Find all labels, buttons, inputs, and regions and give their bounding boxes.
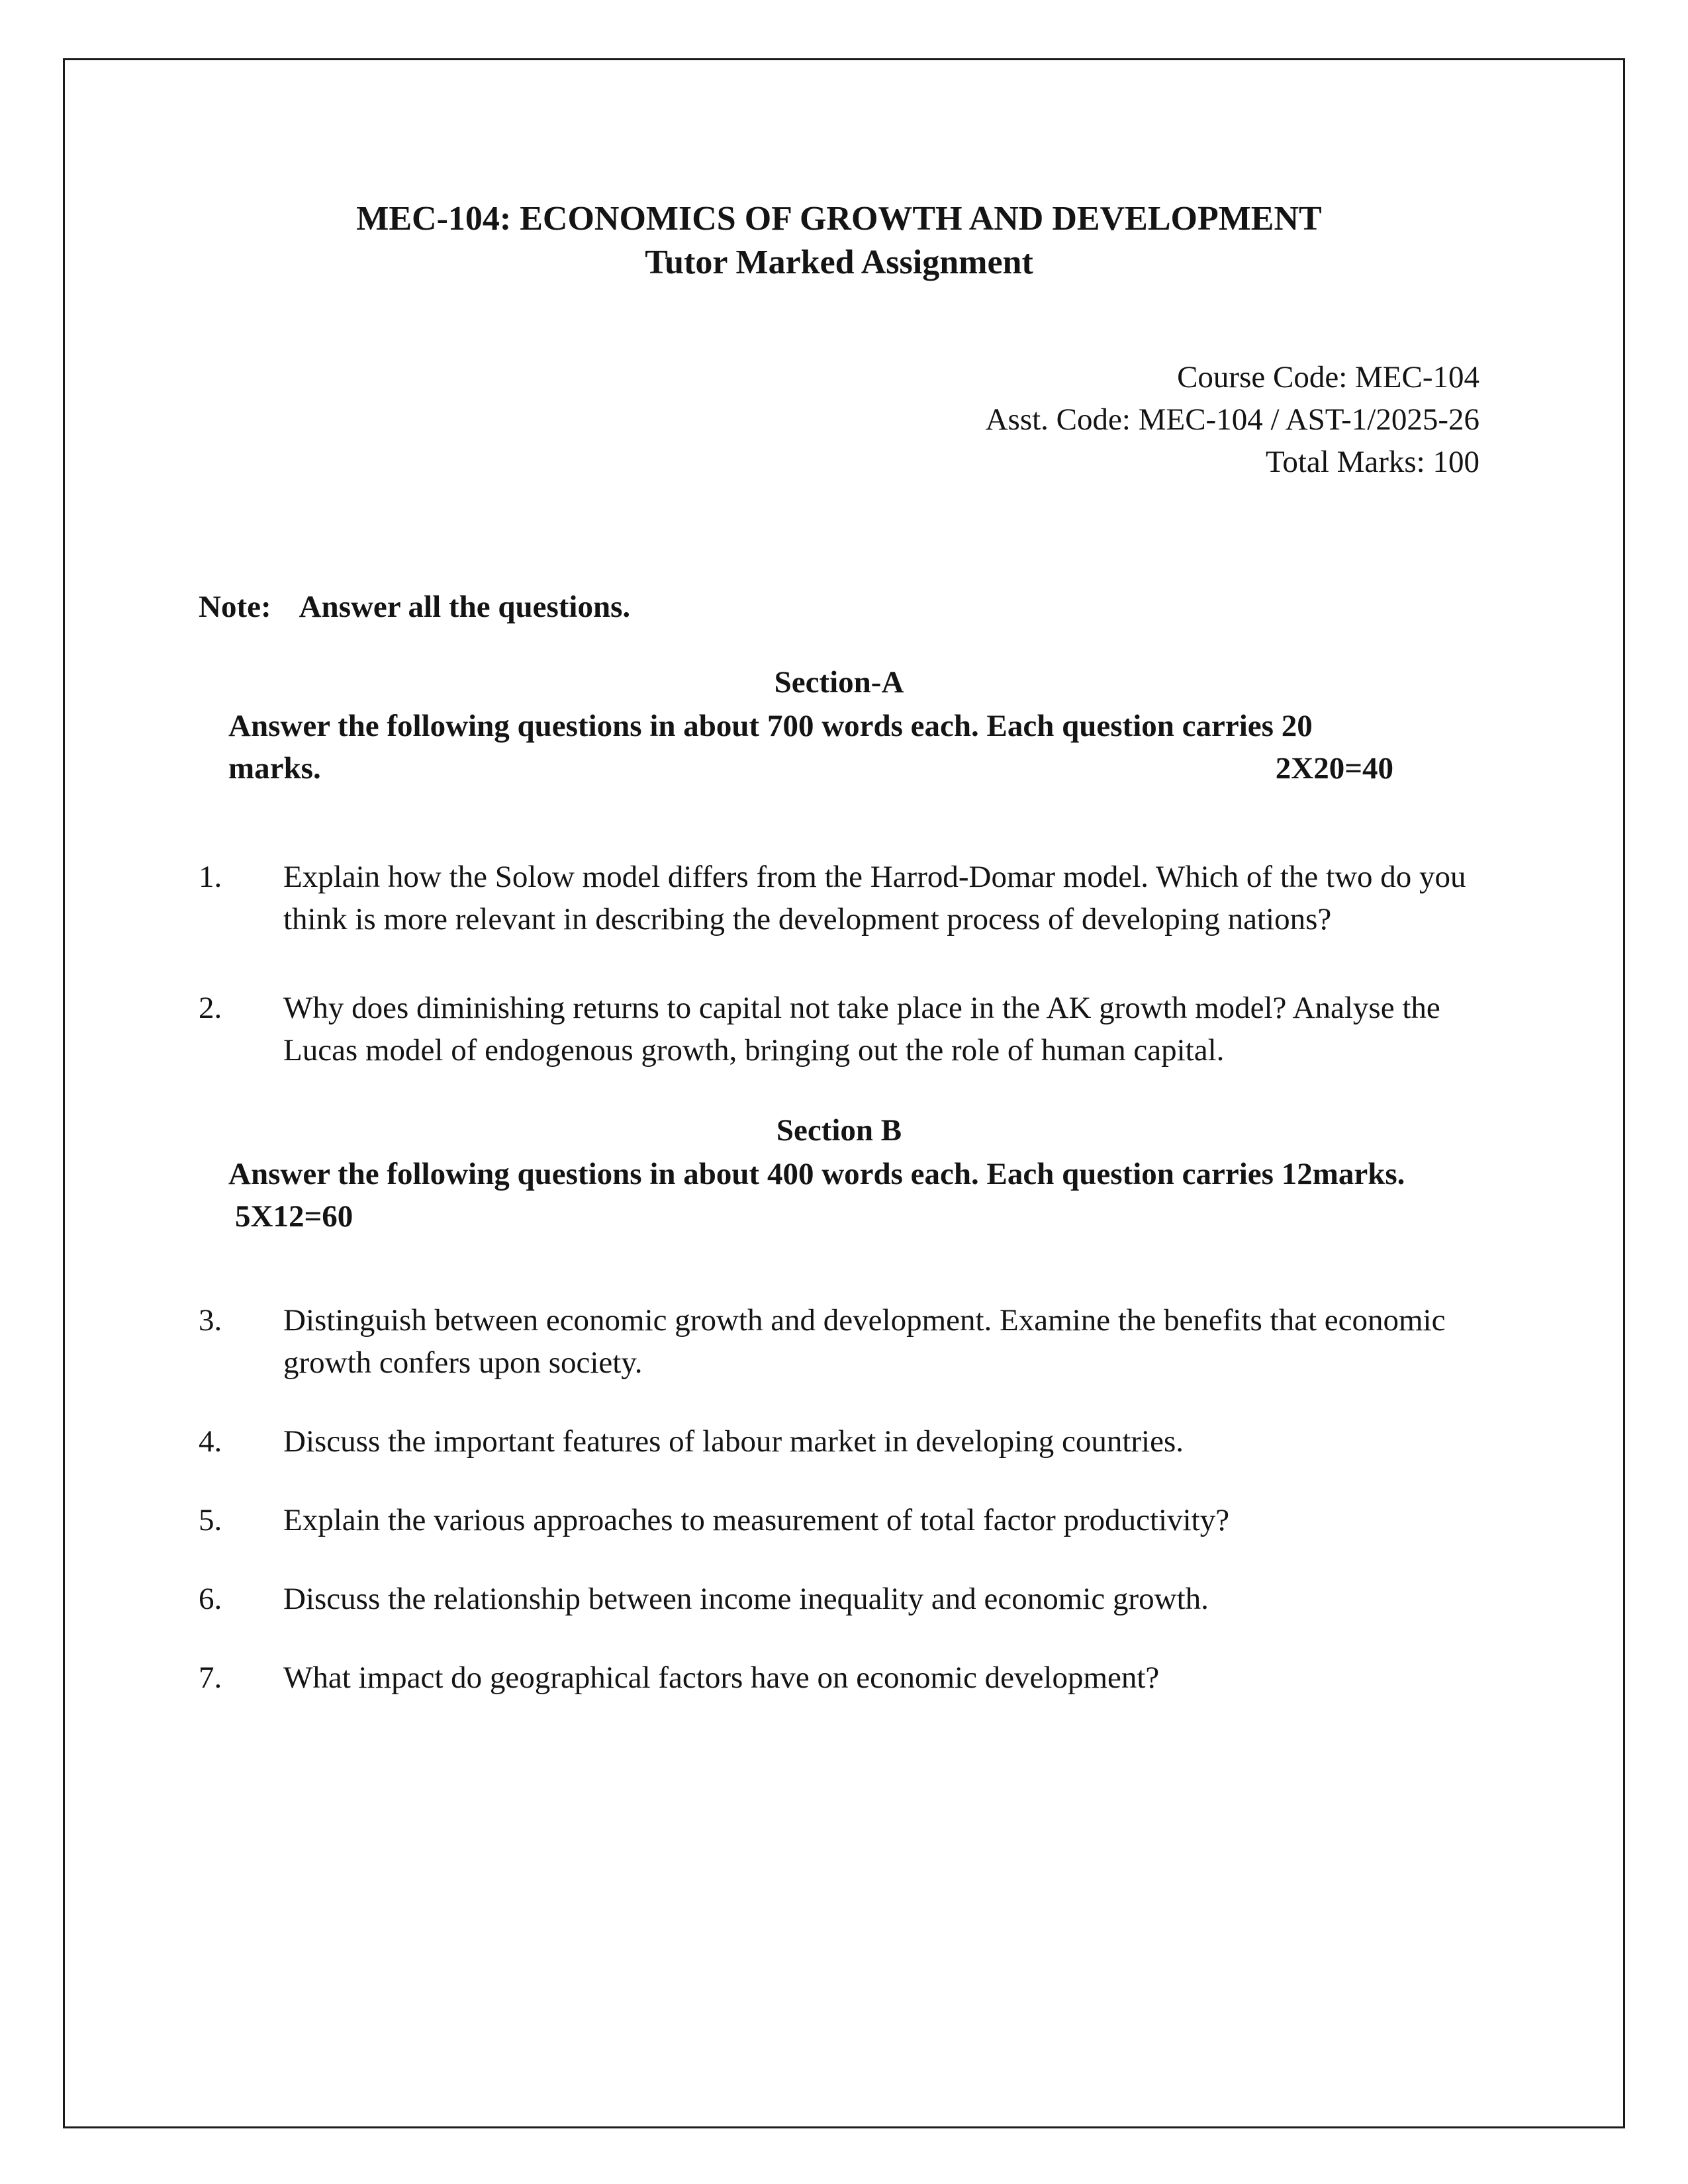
- question-text: Why does diminishing returns to capital not take place in the AK growth model? Analyse the Lucas model of endogenous growth, bringing out the role of human capital.: [283, 991, 1440, 1068]
- total-marks-line: Total Marks: 100: [1265, 445, 1479, 479]
- section-b-instruction: [228, 1153, 1479, 1238]
- question-number: 4.: [199, 1424, 222, 1459]
- question-text: Discuss the important features of labour market in developing countries.: [283, 1424, 1184, 1459]
- page-content: [199, 197, 1479, 1699]
- question-row-6: [199, 1578, 1479, 1620]
- question-row-1: [199, 856, 1479, 940]
- question-row-4: [199, 1420, 1479, 1463]
- question-row-5: [199, 1499, 1479, 1541]
- section-b-heading: Section B: [776, 1113, 902, 1148]
- note-text: Answer all the questions.: [299, 590, 631, 624]
- question-number: 6.: [199, 1582, 222, 1616]
- section-a-heading: Section-A: [774, 665, 904, 700]
- meta-block: [199, 356, 1479, 483]
- asst-code-line: Asst. Code: MEC-104 / AST-1/2025-26: [985, 402, 1479, 437]
- document-title: MEC-104: ECONOMICS OF GROWTH AND DEVELOPMENT: [356, 200, 1322, 238]
- question-text: What impact do geographical factors have on economic development?: [283, 1661, 1160, 1695]
- section-b-marks: 5X12=60: [235, 1199, 353, 1234]
- question-number: 3.: [199, 1303, 222, 1338]
- section-a-instruction: [228, 705, 1393, 790]
- note-line: [199, 586, 1479, 628]
- question-number: 2.: [199, 991, 222, 1025]
- section-b-instruction-text: Answer the following questions in about 400 words each. Each question carries 12marks.: [228, 1157, 1405, 1191]
- section-a-marks: 2X20=40: [1275, 751, 1393, 786]
- question-row-3: [199, 1299, 1479, 1384]
- question-number: 5.: [199, 1503, 222, 1537]
- question-text: Explain how the Solow model differs from the Harrod-Domar model. Which of the two do you think is more relevant in describing the development process of developing nations?: [283, 860, 1466, 936]
- course-code-line: Course Code: MEC-104: [1177, 360, 1479, 394]
- question-row-7: [199, 1657, 1479, 1699]
- question-number: 7.: [199, 1661, 222, 1695]
- question-text: Discuss the relationship between income inequality and economic growth.: [283, 1582, 1209, 1616]
- note-label: Note:: [199, 590, 271, 624]
- question-text: Explain the various approaches to measurement of total factor productivity?: [283, 1503, 1230, 1537]
- section-a-instruction-text: Answer the following questions in about 700 words each. Each question carries 20 marks.: [228, 709, 1313, 786]
- question-text: Distinguish between economic growth and development. Examine the benefits that economic growth confers upon society.: [283, 1303, 1446, 1380]
- document-subtitle: Tutor Marked Assignment: [645, 244, 1033, 281]
- question-number: 1.: [199, 860, 222, 894]
- question-row-2: [199, 987, 1479, 1071]
